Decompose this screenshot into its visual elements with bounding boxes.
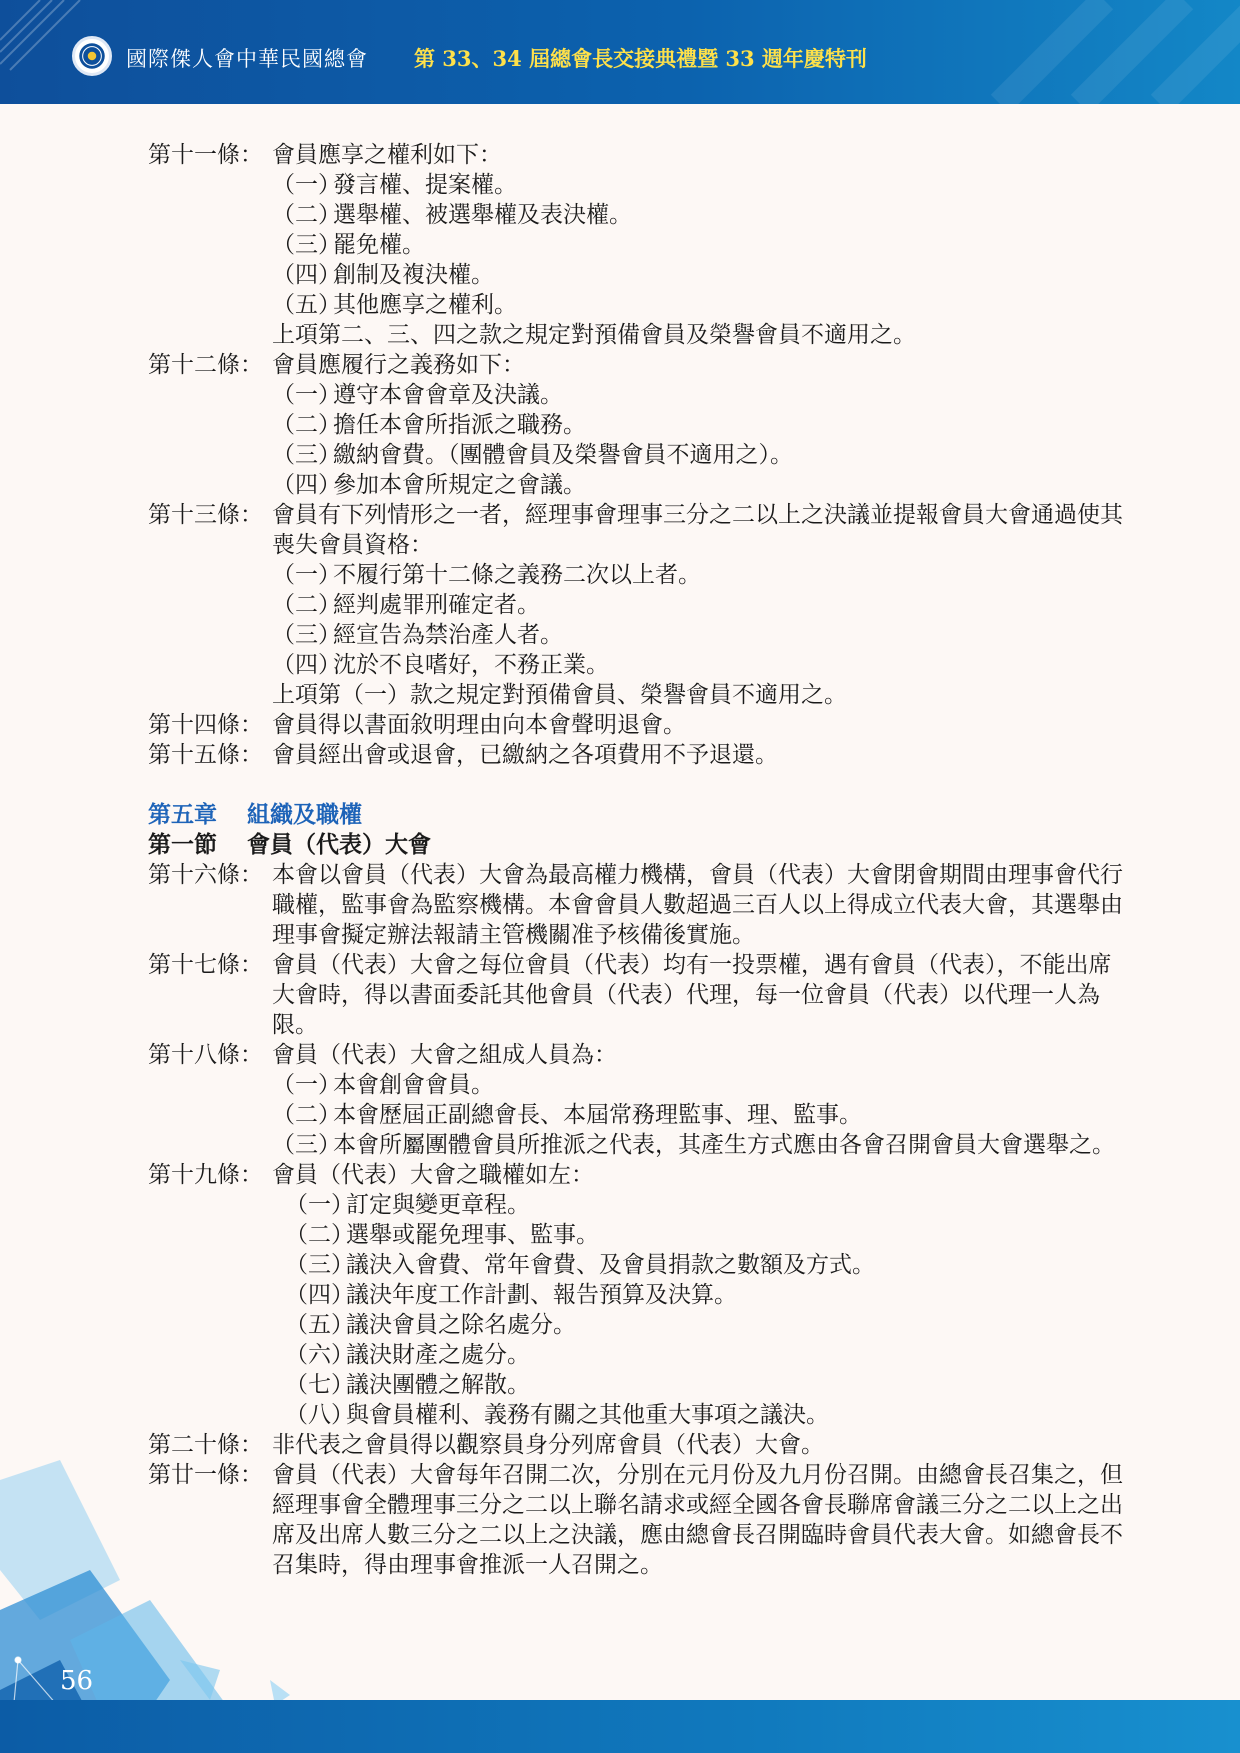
- item-number: （四）: [272, 262, 341, 288]
- item-text: 經判處罪刑確定者。: [333, 592, 540, 618]
- item-text: 議決年度工作計劃、報告預算及決算。: [346, 1282, 737, 1308]
- item-number: （一）: [272, 172, 341, 198]
- article-label: 第十二條：: [148, 352, 263, 378]
- item-number: （七）: [285, 1372, 354, 1398]
- section-heading: [148, 830, 1123, 860]
- chapter-number: 第五章: [148, 802, 217, 828]
- article-item: [272, 1130, 1123, 1160]
- article-item: [272, 170, 1123, 200]
- item-text: 其他應享之權利。: [333, 292, 517, 318]
- article-item: [272, 1250, 1123, 1280]
- article-item: [272, 440, 1123, 470]
- item-text: 本會所屬團體會員所推派之代表，其產生方式應由各會召開會員大會選舉之。: [333, 1132, 1115, 1158]
- article-body: [272, 500, 1123, 710]
- article-text: 會員（代表）大會之職權如左：: [272, 1162, 594, 1188]
- article-item: [272, 260, 1123, 290]
- article-item: [272, 1190, 1123, 1220]
- item-number: （三）: [272, 442, 341, 468]
- item-number: （五）: [285, 1312, 354, 1338]
- article: [148, 1430, 1123, 1460]
- organization-name: 國際傑人會中華民國總會: [126, 47, 368, 71]
- article-label: 第十七條：: [148, 952, 263, 978]
- article-body: [272, 1460, 1123, 1580]
- article-item: [272, 230, 1123, 260]
- item-text: 參加本會所規定之會議。: [333, 472, 586, 498]
- article-item: [272, 1100, 1123, 1130]
- item-text: 訂定與變更章程。: [346, 1192, 530, 1218]
- document-body: [148, 140, 1123, 1580]
- article: [148, 1040, 1123, 1160]
- article-item: [272, 290, 1123, 320]
- item-number: （二）: [272, 592, 341, 618]
- article-item: [272, 410, 1123, 440]
- article-note: 上項第二、三、四之款之規定對預備會員及榮譽會員不適用之。: [272, 322, 916, 348]
- page-header: [0, 0, 1240, 104]
- article-body: [272, 140, 1123, 350]
- item-number: （四）: [272, 472, 341, 498]
- article-text: 會員（代表）大會每年召開二次，分別在元月份及九月份召開。由總會長召集之，但經理事會全體理事三分之二以上聯名請求或經全國各會長聯席會議三分之二以上之出席及出席人數三分之二以上之決議，應由總會長召開臨時會員代表大會。如總會長不召集時，得由理事會推派一人召開之。: [272, 1462, 1123, 1578]
- article-item: [272, 1070, 1123, 1100]
- article-label: 第十九條：: [148, 1162, 263, 1188]
- article-label: 第十一條：: [148, 142, 263, 168]
- item-text: 沈於不良嗜好，不務正業。: [333, 652, 609, 678]
- article-text: 本會以會員（代表）大會為最高權力機構，會員（代表）大會閉會期間由理事會代行職權，監事會為監察機構。本會會員人數超過三百人以上得成立代表大會，其選舉由理事會擬定辦法報請主管機關准予核備後實施。: [272, 862, 1123, 948]
- item-number: （三）: [272, 232, 341, 258]
- article-text: 會員應享之權利如下：: [272, 142, 502, 168]
- article: [148, 710, 1123, 740]
- item-text: 經宣告為禁治產人者。: [333, 622, 563, 648]
- article-item: [272, 1370, 1123, 1400]
- item-number: （一）: [285, 1192, 354, 1218]
- item-number: （六）: [285, 1342, 354, 1368]
- article-label: 第十八條：: [148, 1042, 263, 1068]
- item-text: 發言權、提案權。: [333, 172, 517, 198]
- item-number: （四）: [285, 1282, 354, 1308]
- article: [148, 500, 1123, 710]
- item-text: 選舉權、被選舉權及表決權。: [333, 202, 632, 228]
- article-label: 第二十條：: [148, 1432, 263, 1458]
- item-number: （三）: [272, 622, 341, 648]
- issue-title: 第 33、34 屆總會長交接典禮暨 33 週年慶特刊: [414, 46, 867, 71]
- article-item: [272, 1220, 1123, 1250]
- item-text: 罷免權。: [333, 232, 425, 258]
- article-body: [272, 740, 1123, 770]
- section-title: 會員（代表）大會: [247, 832, 431, 858]
- page-number: 56: [60, 1666, 94, 1696]
- article-label: 第十四條：: [148, 712, 263, 738]
- article: [148, 950, 1123, 1040]
- section-number: 第一節: [148, 832, 217, 858]
- article-label: 第十三條：: [148, 502, 263, 528]
- article-label: 第十五條：: [148, 742, 263, 768]
- article-body: [272, 350, 1123, 500]
- item-number: （一）: [272, 562, 341, 588]
- item-text: 不履行第十二條之義務二次以上者。: [333, 562, 701, 588]
- article-text: 會員應履行之義務如下：: [272, 352, 525, 378]
- article-note: 上項第（一）款之規定對預備會員、榮譽會員不適用之。: [272, 682, 847, 708]
- article-body: [272, 950, 1123, 1040]
- item-text: 議決財產之處分。: [346, 1342, 530, 1368]
- article: [148, 140, 1123, 350]
- article-item: [272, 1280, 1123, 1310]
- article: [148, 350, 1123, 500]
- chapter-title: 組織及職權: [247, 802, 362, 828]
- item-number: （二）: [272, 1102, 341, 1128]
- article-item: [272, 1310, 1123, 1340]
- article-item: [272, 650, 1123, 680]
- article-text: 會員得以書面敘明理由向本會聲明退會。: [272, 712, 686, 738]
- article-label: 第十六條：: [148, 862, 263, 888]
- item-number: （四）: [272, 652, 341, 678]
- article-item: [272, 590, 1123, 620]
- article-text: 會員（代表）大會之每位會員（代表）均有一投票權，遇有會員（代表），不能出席大會時，得以書面委託其他會員（代表）代理，每一位會員（代表）以代理一人為限。: [272, 952, 1112, 1038]
- article-item: [272, 200, 1123, 230]
- article-item: [272, 1400, 1123, 1430]
- article: [148, 1160, 1123, 1430]
- article-item: [272, 470, 1123, 500]
- item-number: （一）: [272, 1072, 341, 1098]
- article-label: 第廿一條：: [148, 1462, 263, 1488]
- item-number: （二）: [285, 1222, 354, 1248]
- item-number: （三）: [285, 1252, 354, 1278]
- article-body: [272, 1430, 1123, 1460]
- article: [148, 860, 1123, 950]
- article-text: 非代表之會員得以觀察員身分列席會員（代表）大會。: [272, 1432, 824, 1458]
- article-body: [272, 710, 1123, 740]
- item-number: （二）: [272, 202, 341, 228]
- article-text: 會員經出會或退會，已繳納之各項費用不予退還。: [272, 742, 778, 768]
- item-number: （八）: [285, 1402, 354, 1428]
- article-text: 會員有下列情形之一者，經理事會理事三分之二以上之決議並提報會員大會通過使其喪失會員資格：: [272, 502, 1123, 558]
- item-text: 本會歷屆正副總會長、本屆常務理監事、理、監事。: [333, 1102, 862, 1128]
- item-text: 議決入會費、常年會費、及會員捐款之數額及方式。: [346, 1252, 875, 1278]
- article-item: [272, 560, 1123, 590]
- item-text: 議決會員之除名處分。: [346, 1312, 576, 1338]
- item-text: 創制及複決權。: [333, 262, 494, 288]
- item-text: 遵守本會會章及決議。: [333, 382, 563, 408]
- item-number: （五）: [272, 292, 341, 318]
- chapter-heading: [148, 800, 1123, 830]
- article-text: 會員（代表）大會之組成人員為：: [272, 1042, 617, 1068]
- article-item: [272, 1340, 1123, 1370]
- association-logo-icon: [72, 36, 112, 76]
- item-number: （二）: [272, 412, 341, 438]
- footer-band: [0, 1700, 1240, 1753]
- item-text: 繳納會費。（團體會員及榮譽會員不適用之）。: [333, 442, 793, 468]
- article-item: [272, 620, 1123, 650]
- item-text: 議決團體之解散。: [346, 1372, 530, 1398]
- article: [148, 740, 1123, 770]
- item-number: （一）: [272, 382, 341, 408]
- article-body: [272, 860, 1123, 950]
- item-text: 與會員權利、義務有關之其他重大事項之議決。: [346, 1402, 829, 1428]
- article-body: [272, 1160, 1123, 1430]
- article-body: [272, 1040, 1123, 1160]
- article-item: [272, 380, 1123, 410]
- articles-group-a: [148, 140, 1123, 770]
- item-text: 本會創會會員。: [333, 1072, 494, 1098]
- item-text: 選舉或罷免理事、監事。: [346, 1222, 599, 1248]
- item-number: （三）: [272, 1132, 341, 1158]
- item-text: 擔任本會所指派之職務。: [333, 412, 586, 438]
